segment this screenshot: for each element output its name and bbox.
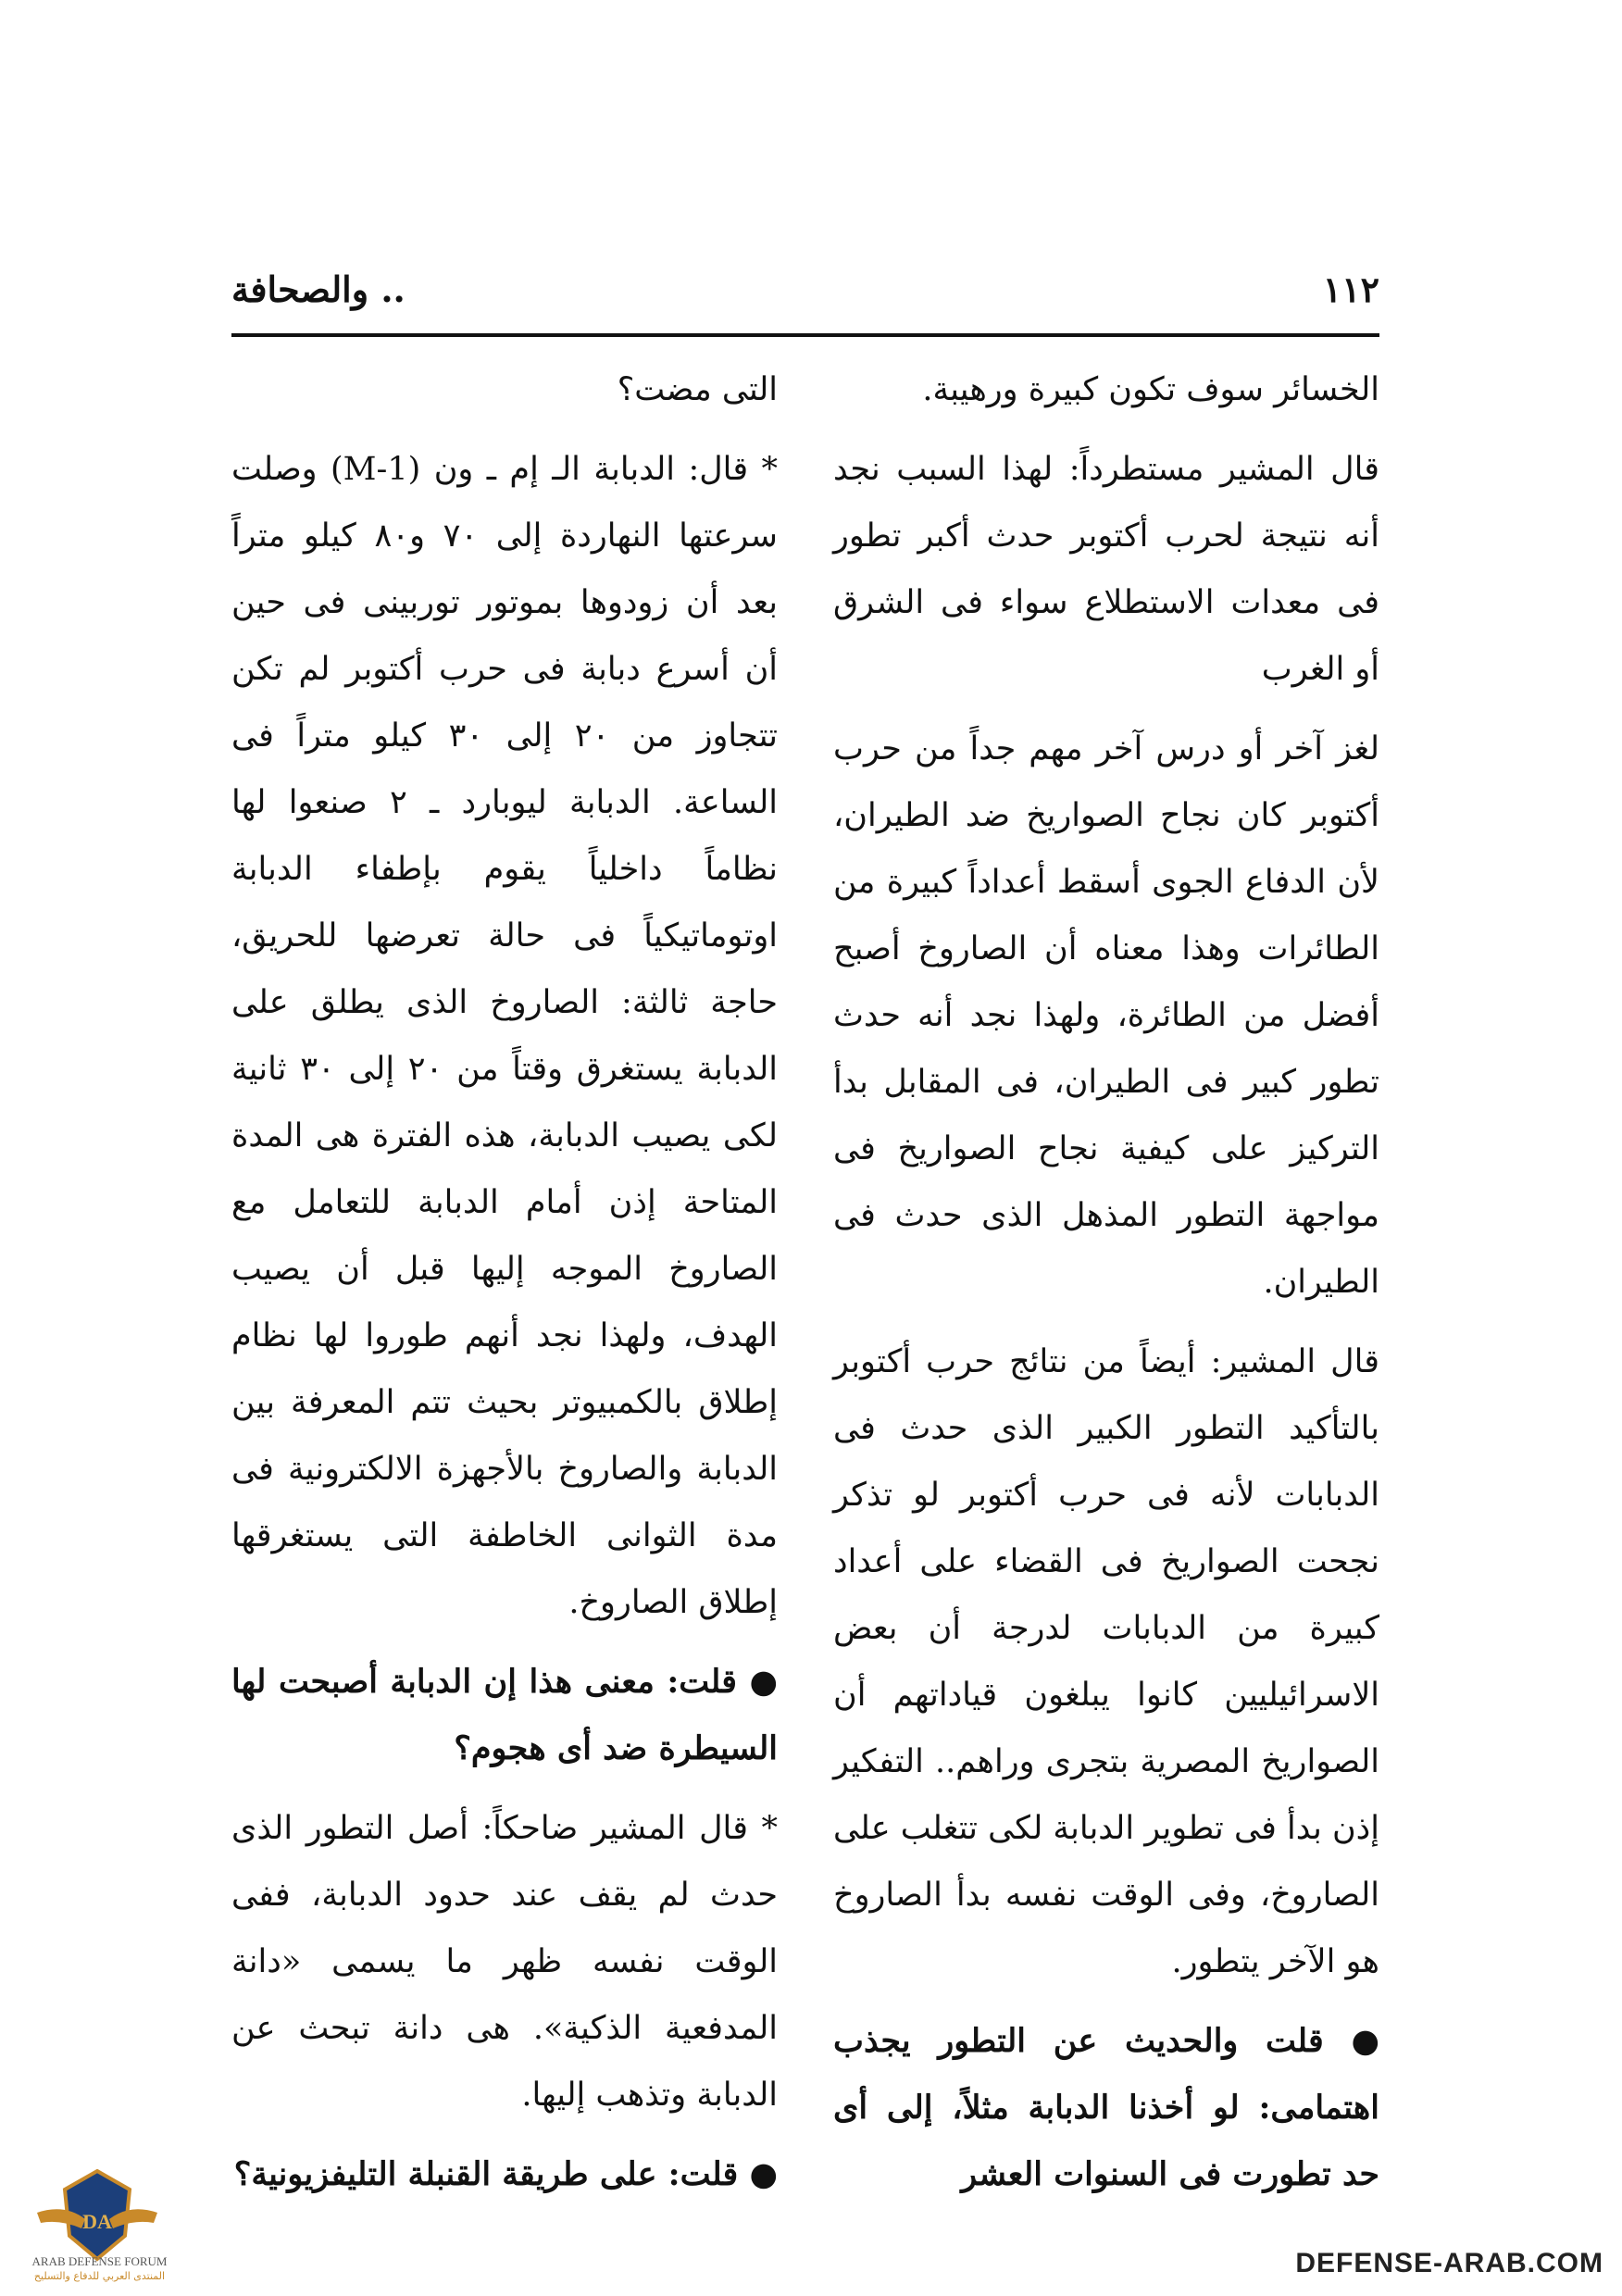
question-paragraph: ● قلت: على طريقة القنبلة التليفزيونية؟ — [233, 2155, 778, 2193]
right-column — [833, 356, 1379, 2193]
page-header — [231, 268, 1379, 333]
logo-subtitle: المنتدى العربي للدفاع والتسليح — [33, 2270, 166, 2282]
paragraph: التى مضت؟ — [617, 371, 778, 408]
header-rule — [231, 333, 1379, 337]
svg-text:DA: DA — [82, 2210, 112, 2233]
page-number: ١١٢ — [1322, 268, 1379, 310]
running-title: .. والصحافة — [231, 268, 406, 310]
question-paragraph: ● قلت: معنى هذا إن الدبابة أصبحت لها السيطرة ضد أى هجوم؟ — [231, 1663, 778, 1767]
site-watermark: DEFENSE-ARAB.COM — [1295, 2248, 1603, 2278]
paragraph: قال المشير مستطرداً: لهذا السبب نجد أنه نتيجة لحرب أكتوبر حدث أكبر تطور فى معدات الاستطلاع سواء فى الشرق أو الغرب — [833, 451, 1379, 688]
logo-title: ARAB DEFENSE FORUM — [31, 2254, 168, 2268]
paragraph: * قال: الدبابة الـ إم ـ ون (M-1) وصلت سرعتها النهاردة إلى ٧٠ و٨٠ كيلو متراً بعد أن زودوها بموتور توربينى فى حين أن أسرع دبابة فى حرب أكتوبر لم تكن تتجاوز من ٢٠ إلى ٣٠ كيلو متراً فى الساعة. الدبابة ليوبارد ـ ٢ صنعوا لها نظاماً داخلياً يقوم بإطفاء الدبابة اوتوماتيكياً فى حالة تعرضها للحريق، حاجة ثالثة: الصاروخ الذى يطلق على الدبابة يستغرق وقتاً من ٢٠ إلى ٣٠ ثانية لكى يصيب الدبابة، هذه الفترة هى المدة المتاحة إذن أمام الدبابة للتعامل مع الصاروخ الموجه إليها قبل أن يصيب الهدف، ولهذا نجد أنهم طوروا لها نظام إطلاق بالكمبيوتر بحيث تتم المعرفة بين الدبابة والصاروخ بالأجهزة الالكترونية فى مدة الثوانى الخاطفة التى يستغرقها إطلاق الصاروخ. — [231, 451, 779, 1621]
left-column — [231, 356, 779, 2193]
paragraph: قال المشير: أيضاً من نتائج حرب أكتوبر بالتأكيد التطور الكبير الذى حدث فى الدبابات لأنه فى حرب أكتوبر لو تذكر نجحت الصواريخ فى القضاء على أعداد كبيرة من الدبابات لدرجة أن بعض الاسرائيليين كانوا يبلغون قياداتهم أن الصواريخ المصرية بتجرى وراهم.. التفكير إذن بدأ فى تطوير الدبابة لكى تتغلب على الصاروخ، وفى الوقت نفسه بدأ الصاروخ هو الآخر يتطور. — [833, 1343, 1379, 1980]
paragraph: لغز آخر أو درس آخر مهم جداً من حرب أكتوبر كان نجاح الصواريخ ضد الطيران، لأن الدفاع الجوى أسقط أعداداً كبيرة من الطائرات وهذا معناه أن الصاروخ أصبح أفضل من الطائرة، ولهذا نجد أنه حدث تطور كبير فى الطيران، فى المقابل بدأ التركيز على كيفية نجاح الصواريخ فى مواجهة التطور المذهل الذى حدث فى الطيران. — [833, 730, 1379, 1301]
paragraph: * قال المشير ضاحكاً: أصل التطور الذى حدث لم يقف عند حدود الدبابة، ففى الوقت نفسه ظهر ما يسمى «دانة المدفعية الذكية». هى دانة تبحث عن الدبابة وتذهب إليها. — [231, 1810, 778, 2114]
paragraph: الخسائر سوف تكون كبيرة ورهيبة. — [922, 371, 1379, 408]
question-paragraph: ● قلت والحديث عن التطور يجذب اهتمامى: لو أخذنا الدبابة مثلاً، إلى أى حد تطورت فى السنوات العشر — [833, 2022, 1379, 2193]
